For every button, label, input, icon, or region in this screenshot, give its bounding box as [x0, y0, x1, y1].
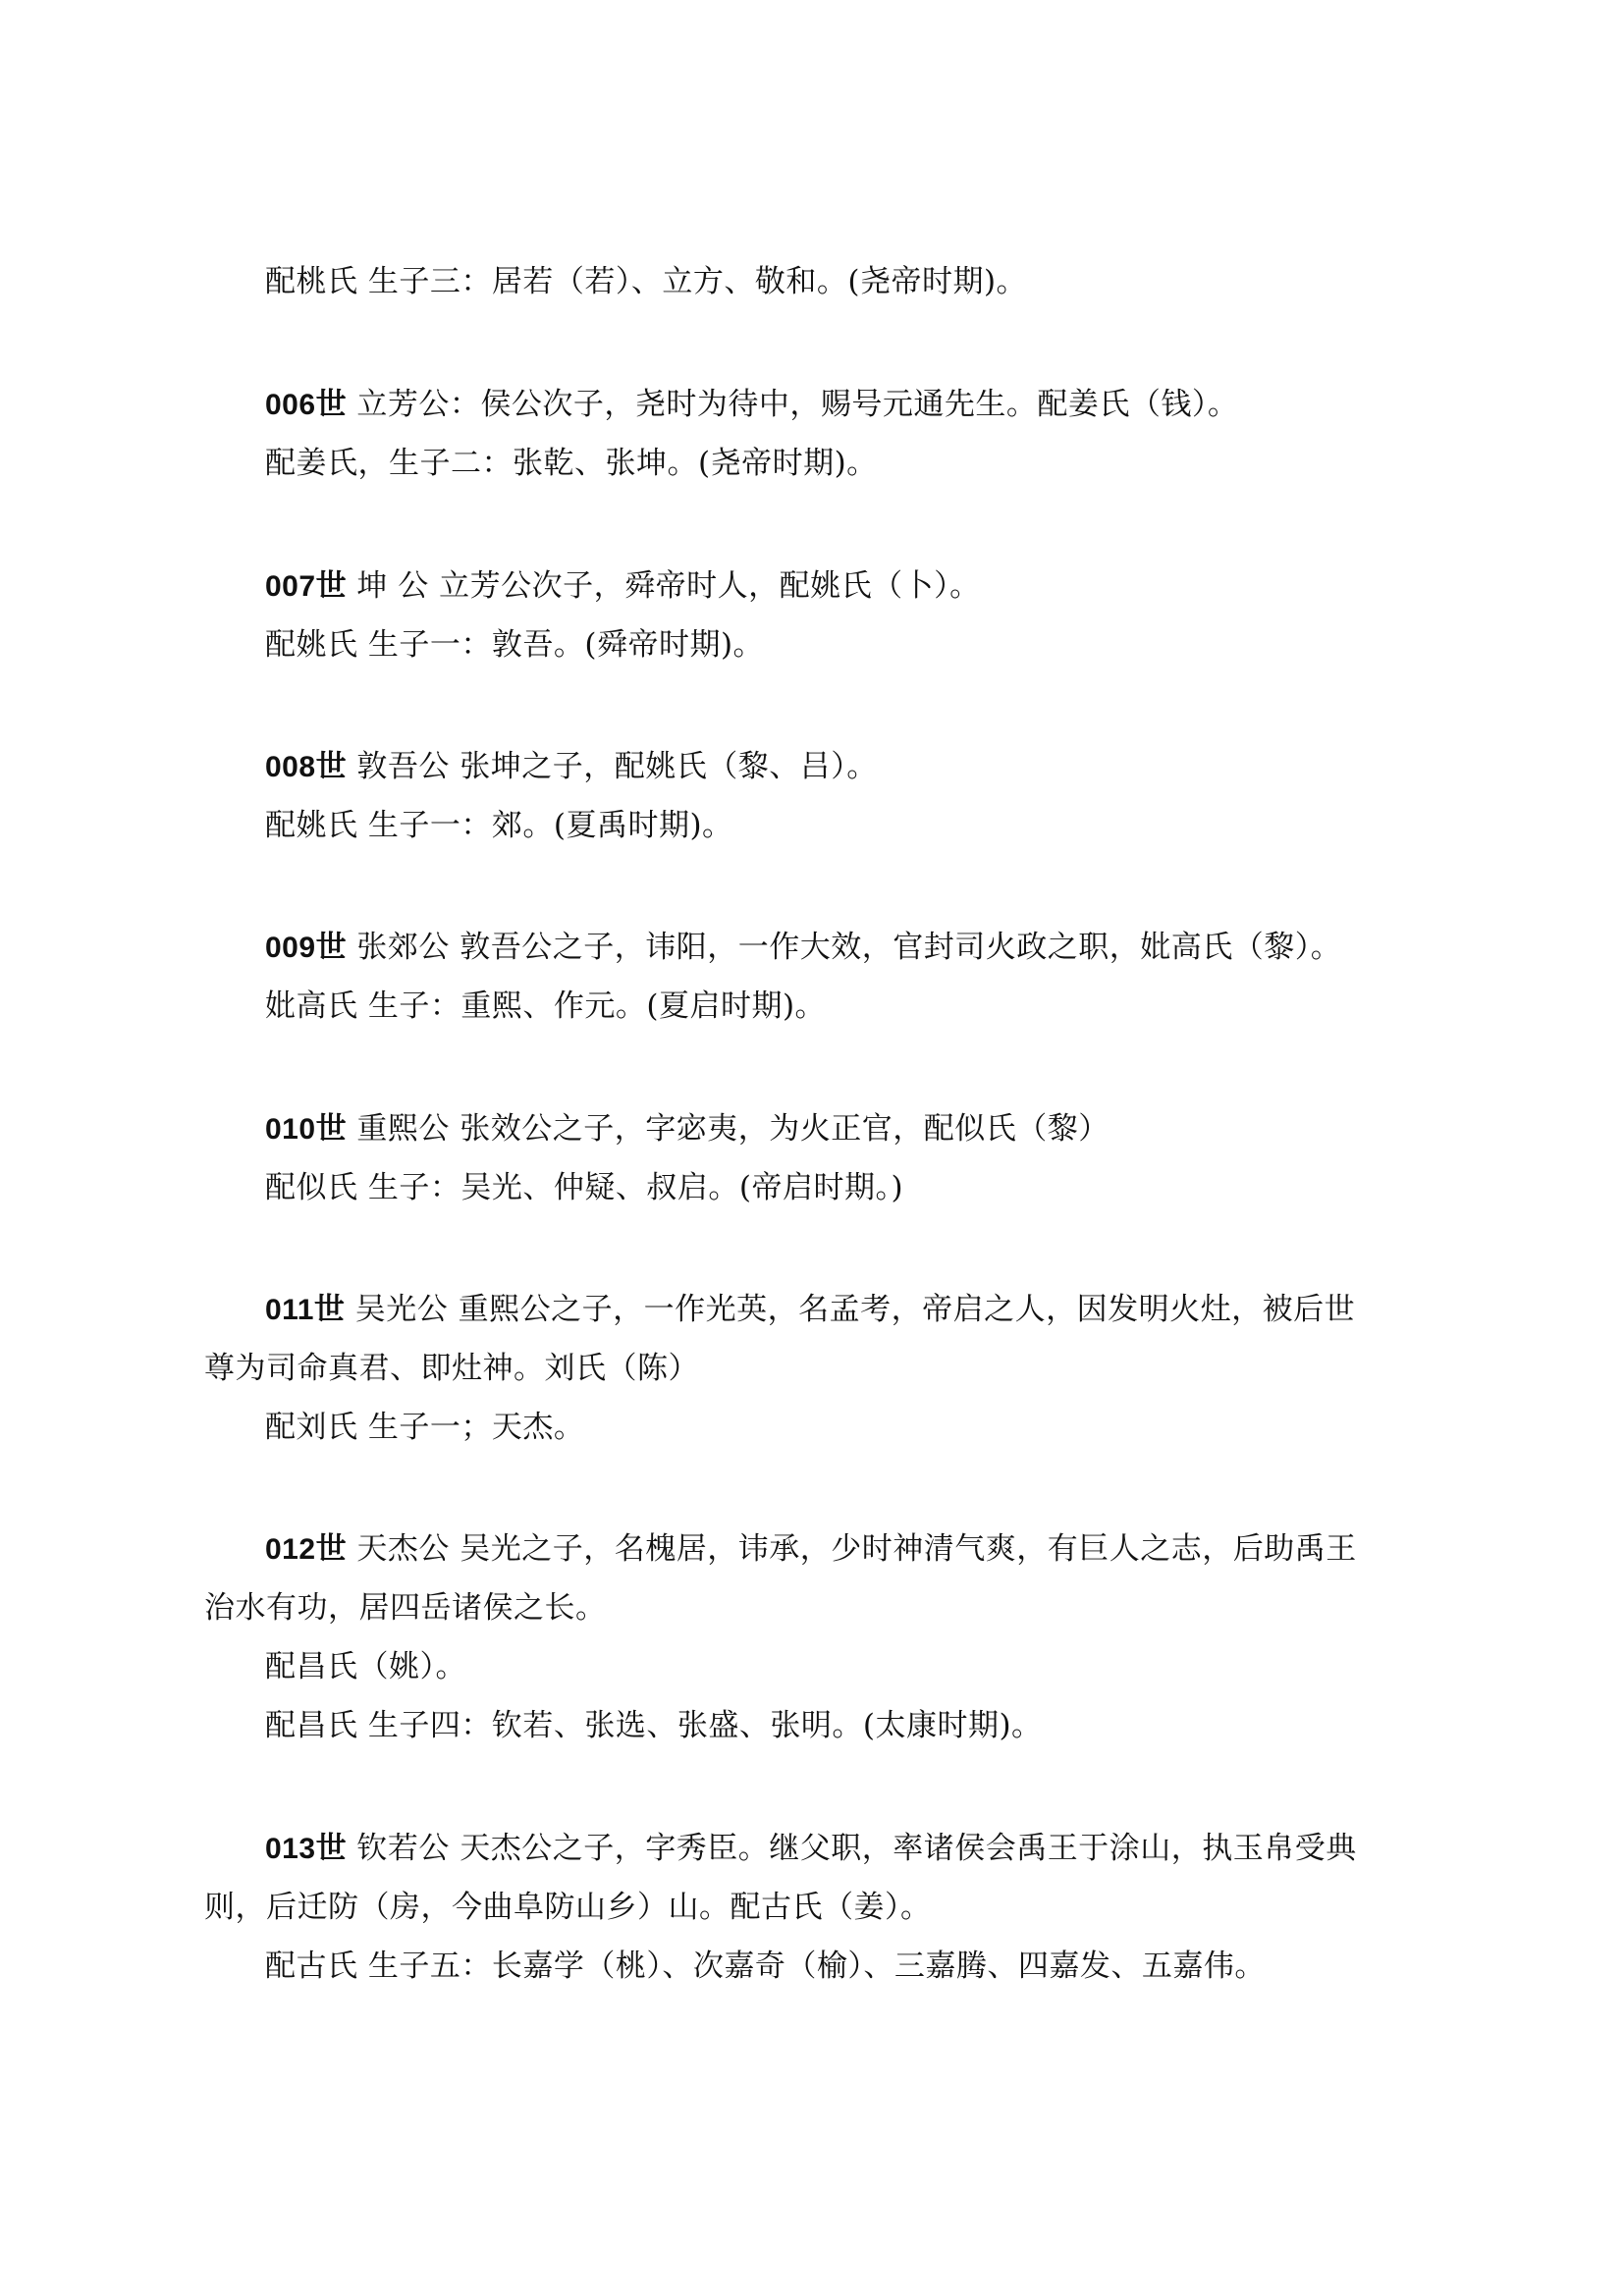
- text-line: 配昌氏 生子四：钦若、张选、张盛、张明。(太康时期)。: [265, 1708, 1043, 1743]
- generation-heading: [265, 747, 878, 787]
- generation-number: 009: [265, 932, 316, 964]
- generation-heading: [265, 1290, 1355, 1330]
- text-line: 配桃氏 生子三：居若（若）、立方、敬和。(尧帝时期)。: [265, 264, 1028, 299]
- text-line-continued: 尊为司命真君、即灶神。刘氏（陈）: [204, 1351, 699, 1386]
- generation-text: 钦若公 天杰公之子，字秀臣。继父职，率诸侯会禹王于涂山，执玉帛受典: [347, 1831, 1357, 1866]
- text-line: 配古氏 生子五：长嘉学（桃）、次嘉奇（榆）、三嘉腾、四嘉发、五嘉伟。: [265, 1949, 1266, 1984]
- generation-text: 敦吾公 张坤之子，配姚氏（黎、吕）。: [347, 749, 878, 784]
- generation-mark: 世: [315, 1831, 348, 1866]
- text-line: 配昌氏（姚）。: [265, 1649, 466, 1684]
- generation-heading: [265, 566, 981, 607]
- generation-heading: [265, 1529, 1357, 1570]
- generation-heading: [265, 928, 1341, 968]
- generation-text: 坤 公 立芳公次子，舜帝时人，配姚氏（卜）。: [347, 568, 981, 604]
- generation-mark: 世: [315, 1111, 348, 1147]
- generation-number: 008: [265, 751, 316, 783]
- generation-number: 013: [265, 1833, 316, 1865]
- text-line: 配姚氏 生子一：敦吾。(舜帝时期)。: [265, 627, 765, 663]
- text-line-continued: 治水有功，居四岳诸侯之长。: [204, 1590, 607, 1626]
- generation-number: 007: [265, 570, 316, 603]
- generation-text: 立芳公：侯公次子，尧时为待中，赐号元通先生。配姜氏（钱）。: [347, 387, 1239, 422]
- generation-number: 011: [265, 1294, 314, 1326]
- generation-heading: [265, 385, 1238, 425]
- generation-text: 吴光公 重熙公之子，一作光英，名孟考，帝启之人，因发明火灶，被后世: [345, 1292, 1356, 1327]
- text-line: 配姚氏 生子一：郊。(夏禹时期)。: [265, 808, 733, 843]
- generation-mark: 世: [315, 387, 348, 422]
- generation-heading: [265, 1109, 1110, 1149]
- text-line-continued: 则，后迁防（房，今曲阜防山乡）山。配古氏（姜）。: [204, 1890, 932, 1925]
- generation-mark: 世: [315, 749, 348, 784]
- generation-text: 重熙公 张效公之子，字宓夷，为火正官，配似氏（黎）: [347, 1111, 1110, 1147]
- generation-mark: 世: [313, 1292, 346, 1327]
- generation-number: 010: [265, 1113, 316, 1146]
- generation-text: 天杰公 吴光之子，名槐居，讳承，少时神清气爽，有巨人之志，后助禹王: [347, 1531, 1357, 1567]
- generation-number: 006: [265, 389, 316, 421]
- generation-mark: 世: [315, 930, 348, 965]
- text-line: 妣高氏 生子：重熙、作元。(夏启时期)。: [265, 988, 827, 1024]
- generation-text: 张郊公 敦吾公之子，讳阳，一作大效，官封司火政之职，妣高氏（黎）。: [347, 930, 1342, 965]
- generation-mark: 世: [315, 1531, 348, 1567]
- text-line: 配似氏 生子：吴光、仲疑、叔启。(帝启时期。): [265, 1170, 904, 1205]
- generation-number: 012: [265, 1533, 316, 1566]
- text-line: 配刘氏 生子一；天杰。: [265, 1410, 585, 1445]
- generation-heading: [265, 1829, 1357, 1869]
- text-line: 配姜氏，生子二：张乾、张坤。(尧帝时期)。: [265, 446, 878, 481]
- generation-mark: 世: [315, 568, 348, 604]
